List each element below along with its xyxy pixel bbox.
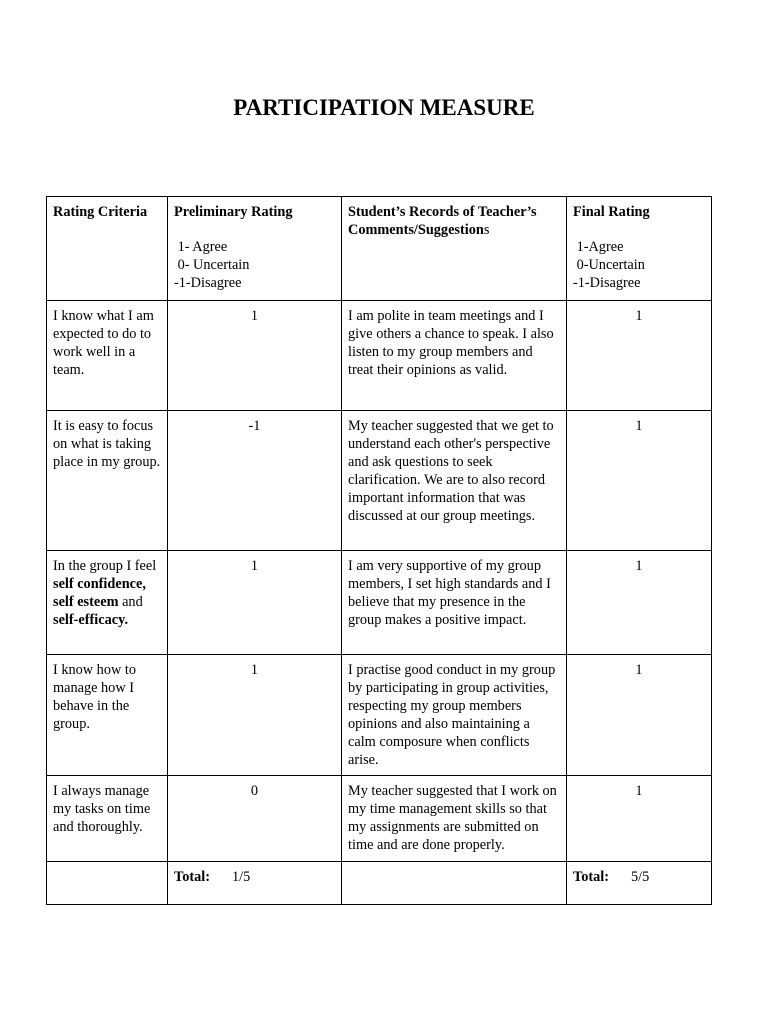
preliminary-rating: 1 — [168, 551, 342, 655]
table-row — [47, 776, 712, 862]
criteria-text: In the group I feel — [53, 558, 157, 574]
preliminary-rating: 1 — [168, 301, 342, 411]
table-row — [47, 301, 712, 411]
table-row — [47, 411, 712, 551]
teacher-comment: My teacher suggested that I work on my time management skills so that my assignments are submitted on time and are done properly. — [342, 776, 567, 862]
teacher-comment: I practise good conduct in my group by participating in group activities, respecting my group members opinions and also maintaining a calm composure when conflicts arise. — [342, 655, 567, 776]
header-preliminary-cell — [168, 197, 342, 301]
table-row — [47, 551, 712, 655]
header-final: Final Rating — [573, 204, 650, 220]
header-row — [47, 197, 712, 301]
preliminary-scale-legend: 1- Agree 0- Uncertain -1-Disagree — [174, 239, 250, 291]
header-comments-cell — [342, 197, 567, 301]
criteria-cell: It is easy to focus on what is taking place in my group. — [47, 411, 168, 551]
criteria-emphasis: self confidence, self esteem — [53, 576, 146, 610]
header-criteria-cell — [47, 197, 168, 301]
table-row — [47, 655, 712, 776]
totals-row — [47, 862, 712, 905]
preliminary-total-label: Total: — [174, 869, 211, 885]
preliminary-rating: 1 — [168, 655, 342, 776]
criteria-cell: I know what I am expected to do to work well in a team. — [47, 301, 168, 411]
final-total: 5/5 — [631, 869, 650, 885]
final-scale-legend: 1-Agree 0-Uncertain -1-Disagree — [573, 239, 645, 291]
header-final-cell — [567, 197, 712, 301]
header-comments: Student’s Records of Teacher’s Comments/Suggestion — [348, 204, 537, 238]
preliminary-total: 1/5 — [232, 869, 251, 885]
teacher-comment: I am polite in team meetings and I give others a chance to speak. I also listen to my group members and treat their opinions as valid. — [342, 301, 567, 411]
teacher-comment: My teacher suggested that we get to understand each other's perspective and ask questions to seek clarification. We are to also record important information that was discussed at our group meetings. — [342, 411, 567, 551]
header-criteria: Rating Criteria — [53, 204, 148, 220]
final-total-cell — [567, 862, 712, 905]
final-rating: 1 — [567, 776, 712, 862]
teacher-comment: I am very supportive of my group members, I set high standards and I believe that my presence in the group makes a positive impact. — [342, 551, 567, 655]
final-total-label: Total: — [573, 869, 610, 885]
totals-empty-cell — [47, 862, 168, 905]
final-rating: 1 — [567, 411, 712, 551]
header-comments-tail: s — [483, 222, 490, 238]
participation-table — [46, 196, 712, 905]
preliminary-rating: 0 — [168, 776, 342, 862]
criteria-text: and — [118, 594, 143, 610]
document-title: PARTICIPATION MEASURE — [233, 95, 535, 120]
preliminary-total-cell — [168, 862, 342, 905]
totals-comment-cell — [342, 862, 567, 905]
criteria-cell — [47, 551, 168, 655]
header-preliminary: Preliminary Rating — [174, 204, 293, 220]
criteria-cell: I know how to manage how I behave in the group. — [47, 655, 168, 776]
preliminary-rating: -1 — [168, 411, 342, 551]
final-rating: 1 — [567, 301, 712, 411]
criteria-cell: I always manage my tasks on time and thoroughly. — [47, 776, 168, 862]
final-rating: 1 — [567, 551, 712, 655]
criteria-emphasis: self-efficacy. — [53, 612, 129, 628]
final-rating: 1 — [567, 655, 712, 776]
